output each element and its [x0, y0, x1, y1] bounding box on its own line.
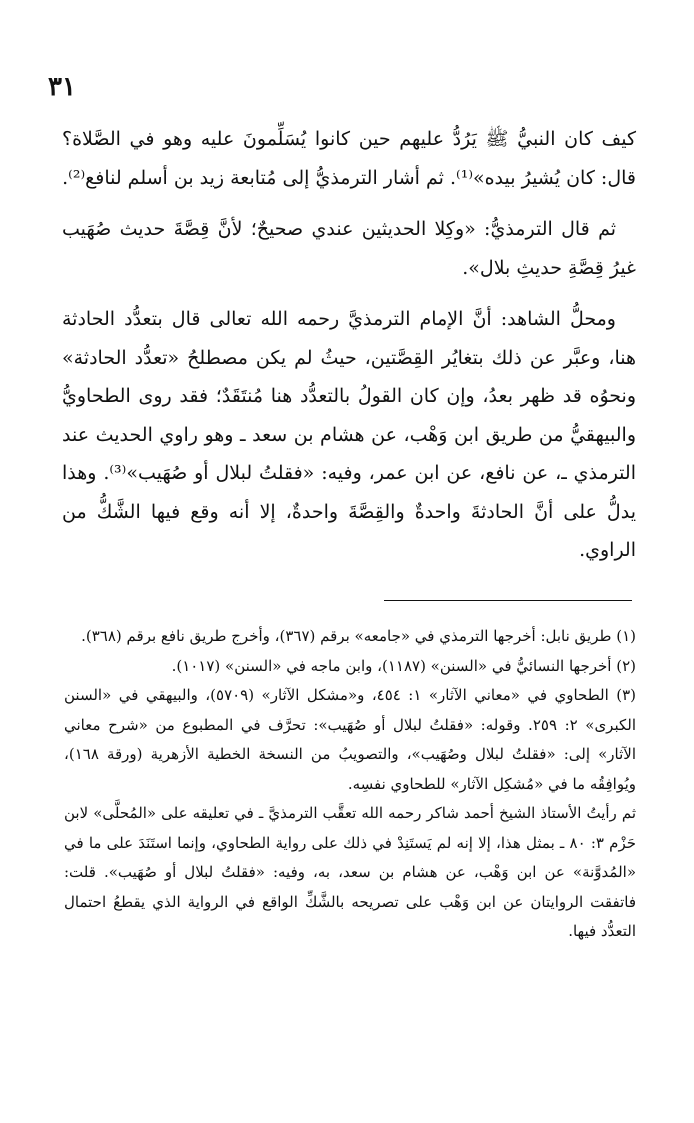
footnote-item: (٣) الطحاوي في «معاني الآثار» ١: ٤٥٤، و«مشكل الآثار» (٥٧٠٩)، والبيهقي في «السنن الكبرى» ٢: ٢٥٩. وقوله: «فقلتُ لبلال أو صُهَيب»: تحرَّف في المطبوع من «شرح معاني الآثار» إلى: «فقلتُ لبلال وصُهَيب»، والتصويبُ من النسخة الخطية الأزهرية (ورقة ١٦٨)، ويُوافِقُه ما في «مُشكِل الآثار» للطحاوي نفسِه. — [64, 686, 637, 793]
body-paragraph: كيف كان النبيُّ ﷺ يَرُدُّ عليهم حين كانوا يُسَلِّمونَ عليه وهو في الصَّلاة؟ قال: كان يُشيرُ بيده»⁽¹⁾. ثم أشار الترمذيُّ إلى مُتابعة زيد بن أسلم لنافع⁽²⁾. — [62, 128, 636, 189]
footnote-divider — [384, 600, 632, 601]
main-text — [62, 120, 636, 583]
body-paragraph: ثم قال الترمذيُّ: «وكِلا الحديثين عندي صحيحٌ؛ لأنَّ قِصَّةَ حديث صُهَيب غيرُ قِصَّةِ حديثِ بلال». — [62, 218, 636, 279]
footnote-item: (١) طريق نابل: أخرجها الترمذي في «جامعه» برقم (٣٦٧)، وأخرج طريق نافع برقم (٣٦٨). — [81, 627, 636, 645]
footnote-item: (٢) أخرجها النسائيُّ في «السنن» (١١٨٧)، وابن ماجه في «السنن» (١٠١٧). — [171, 656, 636, 675]
footnote-continuation: ثم رأيتُ الأستاذ الشيخ أحمد شاكر رحمه الله تعقَّب الترمذيَّ ـ في تعليقه على «المُحلَّى» لابن حَزْم ٣: ٨٠ ـ بمثل هذا، إلا إنه لم يَستَنِدْ في ذلك على رواية الطحاوي، وإنما استَنَدَ على ما في «المُدوَّنة» عن ابن وَهْب، عن هشام بن سعد، به، وفيه: «فقلتُ لبلال أو صُهَيب». قلت: فاتفقت الروايتان عن ابن وَهْب على تصريحه بالشَّكِّ الواقع في الرواية الذي يقطعُ احتمال التعدُّد فيها. — [64, 804, 636, 940]
body-paragraph: ومحلُّ الشاهد: أنَّ الإمام الترمذيَّ رحمه الله تعالى قال بتعدُّد الحادثة هنا، وعبَّر عن ذلك بتغايُر القِصَّتين، حيثُ لم يكن مصطلحُ «تعدُّد الحادثة» ونحوُه قد ظهر بعدُ، وإن كان القولُ بالتعدُّد هنا مُنتَقَدٌ؛ فقد روى الطحاويُّ والبيهقيُّ من طريق ابن وَهْب، عن هشام بن سعد ـ وهو راوي الحديث عند الترمذي ـ، عن نافع، عن ابن عمر، وفيه: «فقلتُ لبلال أو صُهَيب»⁽³⁾. وهذا يدلُّ على أنَّ الحادثةَ واحدةٌ والقِصَّةَ واحدةٌ، إلا أنه وقع فيها الشَّكُّ من الراوي. — [62, 308, 636, 561]
page-number: ٣١ — [48, 72, 76, 102]
footnotes — [64, 622, 636, 947]
